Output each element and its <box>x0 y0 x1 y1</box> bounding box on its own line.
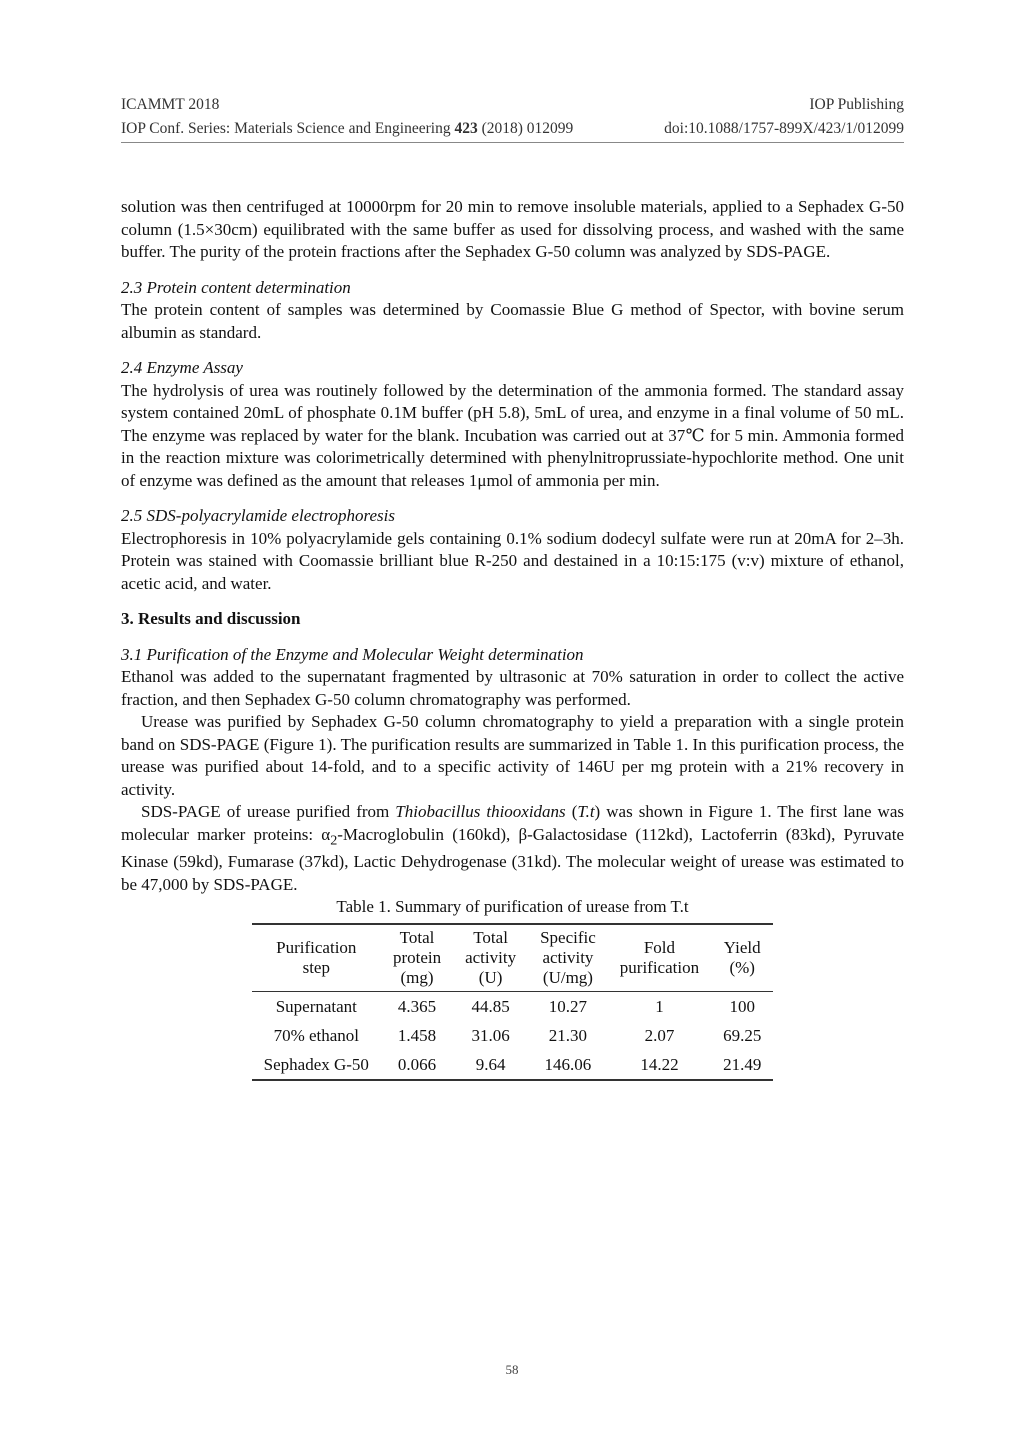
table-header-row <box>252 924 774 992</box>
page-number: 58 <box>505 1362 519 1377</box>
running-header-citation <box>121 120 904 138</box>
purification-table <box>252 923 774 1081</box>
table-cell: 69.25 <box>723 1025 762 1045</box>
paragraph-2-4: The hydrolysis of urea was routinely followed by the determination of the ammonia formed. The standard assay system contained 20mL of phosphate 0.1M buffer (pH 5.8), 5mL of urea, and enzyme in a final volume of 50 mL. The enzyme was replaced by water for the blank. Incubation was carried out at 37℃ for 5 min. Ammonia formed in the reaction mixture was colorimetrically determined with phenylnitroprussiate-hypochlorite method. One unit of enzyme was defined as the amount that releases 1μmol of ammonia per min. <box>121 380 904 490</box>
heading-2-4: 2.4 Enzyme Assay <box>121 358 243 377</box>
table-cell: Supernatant <box>275 996 357 1016</box>
table-cell: 44.85 <box>471 996 510 1016</box>
page-body <box>121 196 904 1081</box>
table-cell: 14.22 <box>640 1054 679 1074</box>
col-header-purification-step: Purification step <box>276 937 357 977</box>
col-header-total-activity: Total activity (U) <box>465 927 517 987</box>
heading-3-1: 3.1 Purification of the Enzyme and Molecular Weight determination <box>121 644 584 664</box>
table-cell: 9.64 <box>475 1054 506 1074</box>
col-header-specific-activity: Specific activity (U/mg) <box>540 927 596 987</box>
publisher-name: IOP Publishing <box>809 96 904 113</box>
volume-number: 423 <box>454 120 478 137</box>
table-cell: 1 <box>655 996 664 1016</box>
table-cell: 21.49 <box>723 1054 762 1074</box>
table-row <box>252 1050 774 1080</box>
table-cell: 70% ethanol <box>273 1025 360 1045</box>
running-header-top <box>121 96 904 114</box>
table-cell: 1.458 <box>397 1025 437 1045</box>
col-header-total-protein: Total protein (mg) <box>392 927 442 987</box>
paragraph-2-5: Electrophoresis in 10% polyacrylamide gels containing 0.1% sodium dodecyl sulfate were run at 20mA for 2–3h. Protein was stained with Coomassie brilliant blue R-250 and destained in a 10:15:175 (v:v) mixture of ethanol, acetic acid, and water. <box>121 528 904 593</box>
table-cell: 100 <box>729 996 755 1016</box>
table-row <box>252 1021 774 1050</box>
heading-2-3: 2.3 Protein content determination <box>121 277 351 297</box>
heading-2-5: 2.5 SDS-polyacrylamide electrophoresis <box>121 506 395 525</box>
col-header-yield: Yield (%) <box>723 937 761 977</box>
table-row <box>252 991 774 1021</box>
paragraph-3-1a: Ethanol was added to the supernatant fragmented by ultrasonic at 70% saturation in order to collect the active fraction, and then Sephadex G-50 column chromatography was performed. <box>121 667 904 709</box>
table-cell: 4.365 <box>397 996 437 1016</box>
paragraph-3-1c: SDS-PAGE of urease purified from Thiobacillus thiooxidans (T.t) was shown in Figure 1. The first lane was molecular marker proteins: $\alpha_2$-Macroglobulin (160kd), β-Galactosidase (112kd), Lactoferrin (83kd), Pyruvate Kinase (59kd), Fumarase (37kd), Lactic Dehydrogenase (31kd). The molecular weight of urease was estimated to be 47,000 by SDS-PAGE. <box>121 802 904 894</box>
series-suffix: (2018) 012099 <box>477 120 574 137</box>
species-name: Thiobacillus thiooxidans <box>395 802 566 821</box>
heading-3: 3. Results and discussion <box>121 609 301 628</box>
col-header-fold-purification: Fold purification <box>619 937 700 977</box>
table-cell: 21.30 <box>548 1025 588 1045</box>
table-cell: 2.07 <box>644 1025 675 1045</box>
doi: doi:10.1088/1757-899X/423/1/012099 <box>664 120 904 137</box>
conference-name: ICAMMT 2018 <box>121 96 220 113</box>
table-cell: 0.066 <box>397 1054 437 1074</box>
series-prefix: IOP Conf. Series: Materials Science and Engineering <box>121 120 455 137</box>
table-cell: 10.27 <box>548 996 588 1016</box>
table-cell: 31.06 <box>471 1025 510 1045</box>
header-divider <box>121 142 904 143</box>
table-caption: Table 1. Summary of purification of urease from T.t <box>336 897 689 917</box>
species-abbrev: T.t <box>577 802 595 821</box>
paragraph-continued: solution was then centrifuged at 10000rpm for 20 min to remove insoluble materials, applied to a Sephadex G-50 column (1.5×30cm) equilibrated with the same buffer as used for dissolving process, and washed with the same buffer. The purity of the protein fractions after the Sephadex G-50 column was analyzed by SDS-PAGE. <box>121 197 904 261</box>
paragraph-2-3: The protein content of samples was determined by Coomassie Blue G method of Spector, with bovine serum albumin as standard. <box>121 300 904 342</box>
table-cell: Sephadex G-50 <box>263 1054 369 1074</box>
paragraph-3-1b: Urease was purified by Sephadex G-50 column chromatography to yield a preparation with a single protein band on SDS-PAGE (Figure 1). The purification results are summarized in Table 1. In this purification process, the urease was purified about 14-fold, and to a specific activity of 146U per mg protein with a 21% recovery in activity. <box>121 712 904 799</box>
table-cell: 146.06 <box>544 1054 592 1074</box>
